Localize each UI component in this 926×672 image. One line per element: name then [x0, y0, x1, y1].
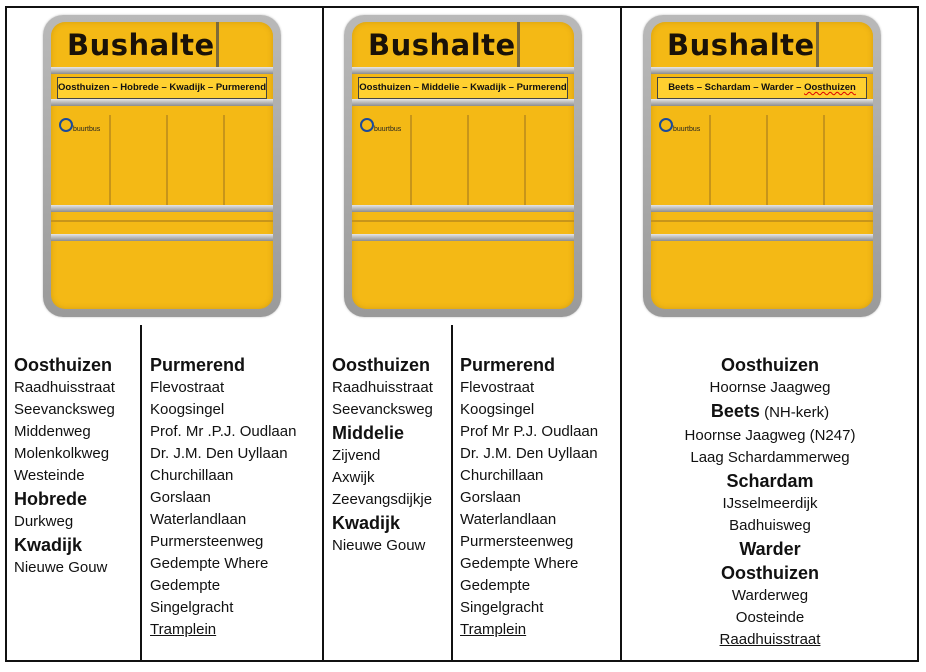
street-name: Laag Schardammerweg [690, 449, 850, 466]
town-name: Schardam [726, 471, 814, 491]
street-name: Gedempte Where [150, 555, 269, 572]
street-name: Churchillaan [150, 467, 234, 484]
street-name: Koogsingel [460, 401, 535, 418]
buurtbus-logo: buurtbus [659, 118, 697, 136]
town-name: Kwadijk [332, 513, 401, 533]
street-name: Waterlandlaan [150, 511, 247, 528]
street-name: Badhuisweg [729, 517, 811, 534]
route-strip: Oosthuizen – Middelie – Kwadijk – Purmerend [358, 77, 568, 99]
street-name: Hoornse Jaagweg [709, 379, 831, 396]
street-name: Tramplein [150, 621, 217, 638]
street-name: Purmersteenweg [460, 533, 574, 550]
street-name: Seevancksweg [332, 401, 433, 418]
town-name: Kwadijk [14, 535, 83, 555]
street-name: Hoornse Jaagweg (N247) [684, 427, 856, 444]
town-name: Purmerend [460, 355, 556, 375]
street-name: Durkweg [14, 513, 74, 530]
street-name: Singelgracht [150, 599, 234, 616]
town-name: Oosthuizen [14, 355, 112, 375]
bus-stop-sign-2 [344, 15, 582, 317]
sign-title: Bushalte [67, 28, 215, 62]
sub-divider-2 [451, 325, 453, 662]
bus-stop-sign-3 [643, 15, 881, 317]
town-name: Warder [739, 539, 801, 559]
street-name: Prof. Mr .P.J. Oudlaan [150, 423, 297, 440]
street-name: Singelgracht [460, 599, 544, 616]
street-name: Waterlandlaan [460, 511, 557, 528]
street-name: Seevancksweg [14, 401, 115, 418]
stop-list-2-left [332, 353, 433, 557]
street-name: Zeevangsdijkje [332, 491, 433, 508]
stop-list-2-right [460, 353, 598, 641]
route-strip: Beets – Schardam – Warder – Oosthuizen [657, 77, 867, 99]
street-name: Zijvend [332, 447, 381, 464]
street-name: Warderweg [731, 587, 809, 604]
sign-title: Bushalte [368, 28, 516, 62]
street-name: Gedempte [150, 577, 221, 594]
street-name: Nieuwe Gouw [332, 537, 426, 554]
sign-title: Bushalte [667, 28, 815, 62]
town-name: Middelie [332, 423, 405, 443]
street-name: Nieuwe Gouw [14, 559, 108, 576]
street-name: Westeinde [14, 467, 85, 484]
street-name: Flevostraat [460, 379, 535, 396]
street-name: Molenkolkweg [14, 445, 110, 462]
street-name: Prof Mr P.J. Oudlaan [460, 423, 599, 440]
street-name: Raadhuisstraat [719, 631, 821, 648]
town-name: Oosthuizen [332, 355, 430, 375]
route-strip: Oosthuizen – Hobrede – Kwadijk – Purmerend [57, 77, 267, 99]
street-name: Dr. J.M. Den Uyllaan [460, 445, 598, 462]
stop-list-3 [622, 353, 918, 651]
street-name: Raadhuisstraat [332, 379, 433, 396]
street-name: Gedempte Where [460, 555, 579, 572]
street-name: Churchillaan [460, 467, 544, 484]
town-name: Purmerend [150, 355, 246, 375]
town-name: Hobrede [14, 489, 88, 509]
town-name: Oosthuizen [721, 563, 819, 583]
bus-stop-sign-1 [43, 15, 281, 317]
street-name: Raadhuisstraat [14, 379, 115, 396]
street-name: Oosteinde [735, 609, 805, 626]
street-name: Purmersteenweg [150, 533, 264, 550]
town-name: Beets (NH-kerk) [710, 401, 830, 421]
street-name: Axwijk [332, 469, 375, 486]
street-name: Gorslaan [150, 489, 211, 506]
street-name: Flevostraat [150, 379, 225, 396]
street-name: Gorslaan [460, 489, 521, 506]
stop-list-1-right [150, 353, 296, 641]
street-name: Dr. J.M. Den Uyllaan [150, 445, 288, 462]
sub-divider-1 [140, 325, 142, 662]
column-divider-1 [322, 6, 324, 662]
stop-list-1-left [14, 353, 115, 579]
street-name: IJsselmeerdijk [722, 495, 818, 512]
street-name: Gedempte [460, 577, 531, 594]
street-name: Middenweg [14, 423, 91, 440]
street-name: Koogsingel [150, 401, 225, 418]
town-name: Oosthuizen [721, 355, 819, 375]
buurtbus-logo: buurtbus [360, 118, 398, 136]
buurtbus-logo: buurtbus [59, 118, 97, 136]
street-name: Tramplein [460, 621, 527, 638]
